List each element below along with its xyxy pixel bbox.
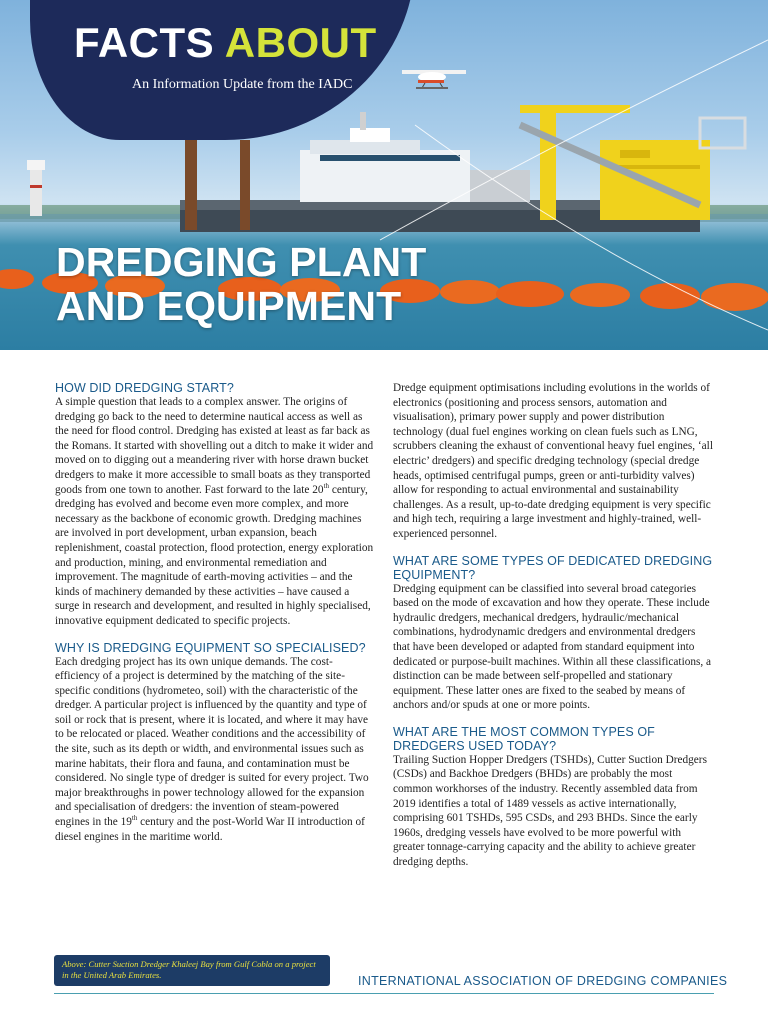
body-text: A simple question that leads to a complex answer. The origins of dredging go back to the need to determine nautical access as well as the need for flood control. Dredging has existed at least as far back as the Romans. It started with shovelling out a ditch to make it wider and moved on to digging out a meandering river with horse drawn bucket dredgers to make it more accessible to small boats as they transported goods from one town to another. Fast forward to the late 20: [55, 396, 374, 496]
intro-paragraph: Dredge equipment optimisations including evolutions in the worlds of electronics (positioning and process sensors, automation and visualisation), primary power supply and power distribution technology (dual fuel engines working on clean fuels such as LNG, scrubbers cleaning the exhaust of conventional heavy fuel engines, ‘all electric’ dredgers) and specific dredging technology (special dredge heads, optimised centrifugal pumps, green or anti-turbidity valves) allow for responding to actual environmental and sustainability challenges. As a result, up-to-date dredging equipment is very specific and high tech, requiring a large investment and highly-trained, well-experienced personnel.: [393, 382, 713, 540]
body-text: Each dredging project has its own unique demands. The cost-efficiency of a project is determined by the matching of the site-specific conditions (hydrometeo, soil) with the characteristic of the dredger. A particular project is influenced by the quantity and type of soil or rock that is present, where it is located, and where it may have to be relocated or placed. Weather conditions and the accessibility of the site, such as its depth or width, and environmental issues such as marine habitats, their flora and fauna, and contamination must be considered. No single type of dredger is suited for every project. Two major breakthroughs in power technology allowed for the expansion and specialisation of dredgers: the invention of steam-powered engines in the 19: [55, 655, 369, 829]
section-body-types: Dredging equipment can be classified into several broad categories based on the mode of excavation and how they operate. These include hydraulic dredgers, mechanical dredgers, hydraulic/mechanical combinations, hydrodynamic dredgers and environmental dredgers that have been developed or adapted from standard equipment into dedicated or purpose-built machines. Within all these classifications, a distinction can be made between self-propelled and stationary equipment. These latter ones are fixed to the seabed by means of anchors and/or spuds at one or more points.: [393, 582, 712, 712]
section-heading-types: WHAT ARE SOME TYPES OF DEDICATED DREDGING EQUIPMENT?: [393, 553, 713, 582]
photo-caption-box: [54, 955, 330, 986]
section-body-start: [55, 395, 375, 629]
facts-word: FACTS: [74, 19, 215, 66]
superscript: th: [323, 481, 330, 490]
body-text: century, dredging has evolved and become even more complex, and more necessary as the backbone of economic growth. Dredging machines are involved in port development, urban expansion, beach replenishment, coastal protection, flood protection, energy exploration and production, mining, and environmental remediation and improvement. The magnitude of earth-moving activities – and the kinds of machinery demanded by these activities – have caused a surge in research and development, and resulted in highly specialised, innovative equipment dedicated to specific projects.: [55, 483, 374, 627]
organization-name: INTERNATIONAL ASSOCIATION OF DREDGING COMPANIES: [358, 974, 728, 988]
superscript: th: [131, 814, 138, 823]
about-word: ABOUT: [224, 19, 377, 66]
series-subtitle: An Information Update from the IADC: [132, 77, 353, 92]
section-heading-specialised: WHY IS DREDGING EQUIPMENT SO SPECIALISED?: [55, 640, 366, 655]
section-body-specialised: [55, 655, 375, 845]
page-title-line2: AND EQUIPMENT: [56, 283, 402, 329]
page-title: [56, 240, 426, 328]
series-title: [74, 19, 377, 66]
right-column: [393, 381, 713, 870]
page-title-line1: DREDGING PLANT: [56, 239, 427, 285]
seaplane-icon: [402, 70, 466, 89]
footer-divider: [54, 993, 714, 994]
section-heading-common: WHAT ARE THE MOST COMMON TYPES OF DREDGERS USED TODAY?: [393, 724, 655, 753]
body-text: century and the post-World War II introduction of diesel engines in the maritime world.: [55, 816, 365, 843]
hero-photo: [0, 0, 768, 350]
section-heading-start: HOW DID DREDGING START?: [55, 381, 234, 395]
photo-caption: Above: Cutter Suction Dredger Khaleej Bay from Gulf Cobla on a project in the United Arab Emirates.: [62, 959, 316, 980]
section-body-common: Trailing Suction Hopper Dredgers (TSHDs), Cutter Suction Dredgers (CSDs) and Backhoe Dredgers (BHDs) are probably the most common workhorses of the industry. Recently assembled data from 2019 identifies a total of 1489 vessels as active internationally, comprising 601 TSHDs, 595 CSDs, and 293 BHDs. Since the early 1960s, dredging vessels have evolved to be more powerful with greater tonnage-carrying capacity and the ability to achieve greater dredging depths.: [393, 753, 707, 869]
left-column: [55, 381, 375, 844]
